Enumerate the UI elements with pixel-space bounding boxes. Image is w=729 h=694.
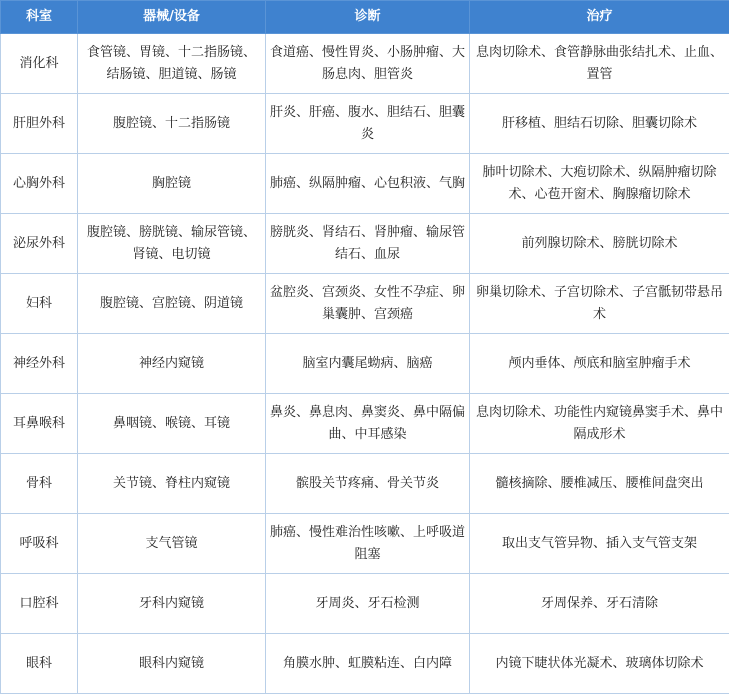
department-cell: 消化科 [1,34,78,94]
treatment-cell: 髓核摘除、腰椎减压、腰椎间盘突出 [470,454,729,514]
header-device: 器械/设备 [78,1,266,34]
department-cell: 骨科 [1,454,78,514]
diagnosis-cell: 脑室内囊尾蚴病、脑癌 [266,334,470,394]
treatment-cell: 肺叶切除术、大疱切除术、纵隔肿瘤切除术、心苞开窗术、胸腺瘤切除术 [470,154,729,214]
device-cell: 关节镜、脊柱内窥镜 [78,454,266,514]
diagnosis-cell: 盆腔炎、宫颈炎、女性不孕症、卵巢囊肿、宫颈癌 [266,274,470,334]
diagnosis-cell: 肺癌、纵隔肿瘤、心包积液、气胸 [266,154,470,214]
treatment-cell: 息肉切除术、食管静脉曲张结扎术、止血、置管 [470,34,729,94]
table-row [1,634,729,694]
department-cell: 呼吸科 [1,514,78,574]
device-cell: 胸腔镜 [78,154,266,214]
device-cell: 腹腔镜、膀胱镜、输尿管镜、肾镜、电切镜 [78,214,266,274]
treatment-cell: 卵巢切除术、子宫切除术、子宫骶韧带悬吊术 [470,274,729,334]
device-cell: 眼科内窥镜 [78,634,266,694]
diagnosis-cell: 食道癌、慢性胃炎、小肠肿瘤、大肠息肉、胆管炎 [266,34,470,94]
treatment-cell: 取出支气管异物、插入支气管支架 [470,514,729,574]
department-cell: 肝胆外科 [1,94,78,154]
diagnosis-cell: 角膜水肿、虹膜粘连、白内障 [266,634,470,694]
device-cell: 神经内窥镜 [78,334,266,394]
department-cell: 口腔科 [1,574,78,634]
header-treatment: 治疗 [470,1,729,34]
table-row [1,214,729,274]
table-row [1,154,729,214]
diagnosis-cell: 牙周炎、牙石检测 [266,574,470,634]
device-cell: 支气管镜 [78,514,266,574]
department-cell: 神经外科 [1,334,78,394]
treatment-cell: 息肉切除术、功能性内窥镜鼻窦手术、鼻中隔成形术 [470,394,729,454]
treatment-cell: 内镜下睫状体光凝术、玻璃体切除术 [470,634,729,694]
table-row [1,574,729,634]
treatment-cell: 肝移植、胆结石切除、胆囊切除术 [470,94,729,154]
diagnosis-cell: 肝炎、肝癌、腹水、胆结石、胆囊炎 [266,94,470,154]
department-cell: 眼科 [1,634,78,694]
table-row [1,454,729,514]
diagnosis-cell: 膀胱炎、肾结石、肾肿瘤、输尿管结石、血尿 [266,214,470,274]
device-cell: 腹腔镜、十二指肠镜 [78,94,266,154]
device-cell: 食管镜、胃镜、十二指肠镜、结肠镜、胆道镜、肠镜 [78,34,266,94]
table-row [1,334,729,394]
diagnosis-cell: 鼻炎、鼻息肉、鼻窦炎、鼻中隔偏曲、中耳感染 [266,394,470,454]
table-row [1,94,729,154]
table-row [1,514,729,574]
department-cell: 心胸外科 [1,154,78,214]
department-cell: 泌尿外科 [1,214,78,274]
diagnosis-cell: 髌股关节疼痛、骨关节炎 [266,454,470,514]
header-department: 科室 [1,1,78,34]
header-diagnosis: 诊断 [266,1,470,34]
table-row [1,394,729,454]
table-row [1,34,729,94]
department-cell: 耳鼻喉科 [1,394,78,454]
treatment-cell: 前列腺切除术、膀胱切除术 [470,214,729,274]
diagnosis-cell: 肺癌、慢性难治性咳嗽、上呼吸道阻塞 [266,514,470,574]
treatment-cell: 牙周保养、牙石清除 [470,574,729,634]
device-cell: 鼻咽镜、喉镜、耳镜 [78,394,266,454]
header-row [1,1,729,34]
department-cell: 妇科 [1,274,78,334]
device-cell: 腹腔镜、宫腔镜、阴道镜 [78,274,266,334]
table-row [1,274,729,334]
device-cell: 牙科内窥镜 [78,574,266,634]
treatment-cell: 颅内垂体、颅底和脑室肿瘤手术 [470,334,729,394]
